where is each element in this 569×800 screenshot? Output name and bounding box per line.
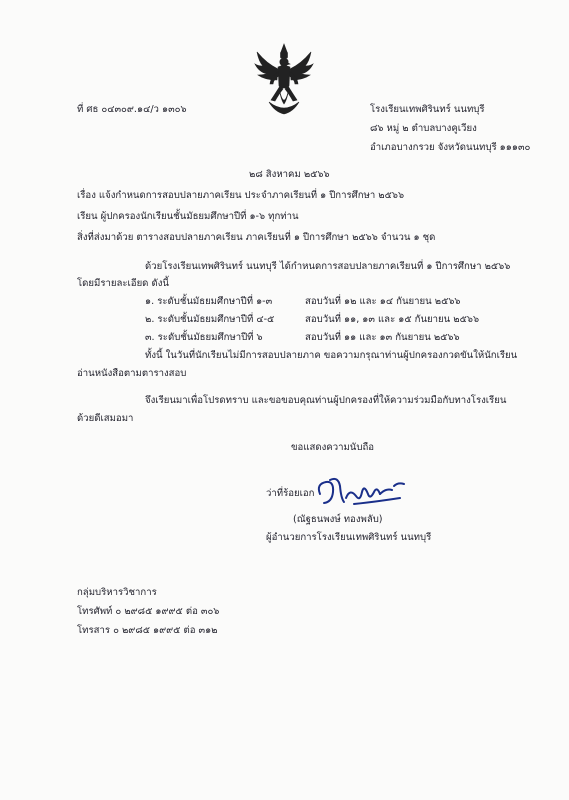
body-paragraph-2-cont: อ่านหนังสือตามตารางสอบ: [77, 368, 187, 379]
garuda-emblem-icon: [253, 42, 315, 116]
body-paragraph-1-cont: โดยมีรายละเอียด ดังนี้: [77, 278, 169, 289]
document-number: ที่ ศธ ๐๔๓๐๙.๑๔/ว ๑๓๐๖: [77, 104, 187, 115]
letter-date: ๒๘ สิงหาคม ๒๕๖๖: [249, 169, 330, 180]
schedule-item-dates: สอบวันที่ ๑๒ และ ๑๔ กันยายน ๒๕๖๖: [305, 296, 461, 307]
acting-rank-label: ว่าที่ร้อยเอก: [266, 488, 315, 499]
school-name: โรงเรียนเทพศิรินทร์ นนทบุรี: [370, 104, 485, 115]
schedule-item-dates: สอบวันที่ ๑๑, ๑๓ และ ๑๕ กันยายน ๒๕๖๖: [305, 314, 480, 325]
body-paragraph-3: จึงเรียนมาเพื่อโปรดทราบ และขอขอบคุณท่านผู้ปกครองที่ให้ความร่วมมือกับทางโรงเรียน: [145, 395, 507, 406]
body-paragraph-3-cont: ด้วยดีเสมอมา: [77, 413, 134, 424]
letter-enclosure: สิ่งที่ส่งมาด้วย ตารางสอบปลายภาคเรียน ภาคเรียนที่ ๑ ปีการศึกษา ๒๕๖๖ จำนวน ๑ ชุด: [77, 232, 436, 243]
letter-recipient: เรียน ผู้ปกครองนักเรียนชั้นมัธยมศึกษาปีที่ ๑-๖ ทุกท่าน: [77, 211, 299, 222]
body-paragraph-2: ทั้งนี้ ในวันที่นักเรียนไม่มีการสอบปลายภาค ขอความกรุณาท่านผู้ปกครองกวดขันให้นักเรียน: [145, 350, 518, 361]
schedule-item-level: ๒. ระดับชั้นมัธยมศึกษาปีที่ ๔-๕: [145, 314, 275, 325]
signer-title: ผู้อำนวยการโรงเรียนเทพศิรินทร์ นนทบุรี: [266, 532, 432, 543]
phone-number: โทรศัพท์ ๐ ๒๙๘๕ ๑๙๙๕ ต่อ ๓๐๖: [77, 606, 220, 617]
schedule-item-level: ๓. ระดับชั้นมัธยมศึกษาปีที่ ๖: [145, 332, 263, 343]
signer-name: (ณัฐธนพงษ์ ทองพลับ): [293, 514, 383, 525]
body-paragraph-1: ด้วยโรงเรียนเทพศิรินทร์ นนทบุรี ได้กำหนดการสอบปลายภาคเรียนที่ ๑ ปีการศึกษา ๒๕๖๖: [145, 261, 511, 272]
letter-subject: เรื่อง แจ้งกำหนดการสอบปลายภาคเรียน ประจำภาคเรียนที่ ๑ ปีการศึกษา ๒๕๖๖: [77, 190, 405, 201]
fax-number: โทรสาร ๐ ๒๙๘๕ ๑๙๙๕ ต่อ ๓๑๒: [77, 625, 218, 636]
closing-regards: ขอแสดงความนับถือ: [291, 442, 375, 453]
address-line-1: ๘๖ หมู่ ๒ ตำบลบางคูเวียง: [370, 123, 477, 134]
department-name: กลุ่มบริหารวิชาการ: [77, 587, 157, 598]
schedule-item-level: ๑. ระดับชั้นมัธยมศึกษาปีที่ ๑-๓: [145, 296, 273, 307]
handwritten-signature-icon: [314, 472, 414, 510]
address-line-2: อำเภอบางกรวย จังหวัดนนทบุรี ๑๑๑๓๐: [370, 142, 531, 153]
schedule-item-dates: สอบวันที่ ๑๑ และ ๑๓ กันยายน ๒๕๖๖: [305, 332, 460, 343]
